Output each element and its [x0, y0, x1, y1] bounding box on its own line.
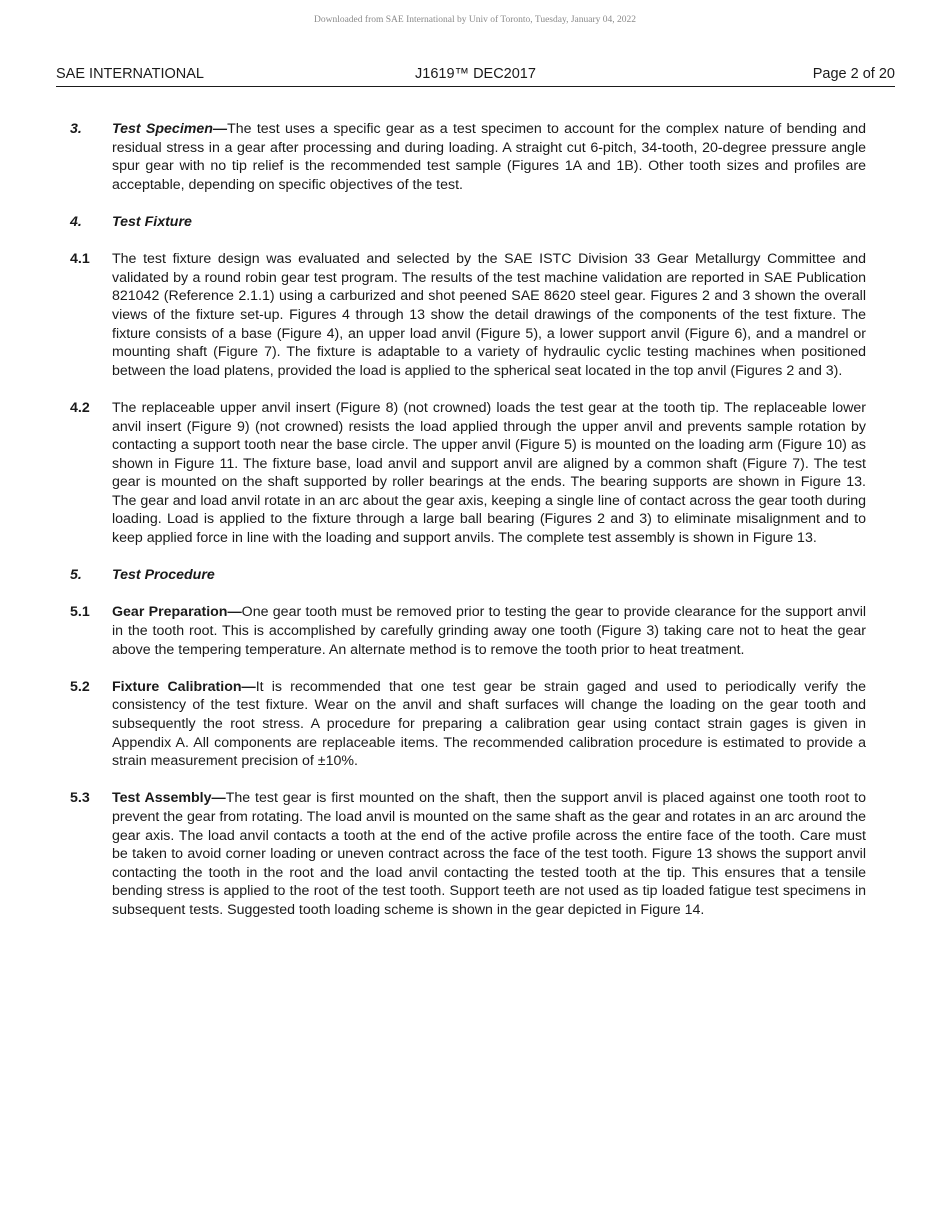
section-number: 5.1 [70, 604, 90, 621]
section-5-1-gear-preparation [70, 603, 866, 659]
section-number: 4.2 [70, 399, 90, 416]
section-title: Test Procedure [112, 567, 215, 584]
section-title: Test Assembly— [112, 790, 226, 807]
section-number: 3. [70, 121, 82, 137]
section-text: One gear tooth must be removed prior to testing the gear to provide clearance for the support anvil in the tooth root. This is accomplished by carefully grinding away one tooth (Figure 3) taking care not to heat the gear above the tempering temperature. An alternate method is to remove the tooth prior to heat treatment. [112, 604, 866, 658]
header-organization: SAE INTERNATIONAL [56, 66, 204, 82]
section-5-2-fixture-calibration [70, 678, 866, 771]
page-header [56, 66, 895, 87]
section-number: 4. [70, 213, 82, 230]
section-5-test-procedure [70, 566, 866, 585]
section-heading [112, 213, 866, 232]
section-title: Gear Preparation— [112, 604, 242, 621]
section-4-1 [70, 250, 866, 380]
section-paragraph [112, 603, 866, 659]
section-paragraph [112, 120, 866, 194]
section-paragraph [112, 250, 866, 380]
section-title: Test Specimen— [112, 121, 228, 137]
section-paragraph [112, 399, 866, 548]
section-text: It is recommended that one test gear be strain gaged and used to periodically verify the consistency of the test fixture. Wear on the anvil and shaft surfaces will change the loading on the gear tooth and subsequently the root stress. A procedure for preparing a calibration gear using contact strain gages is given in Appendix A. All components are replaceable items. The recommended calibration procedure is estimated to provide a strain measurement precision of ±10%. [112, 678, 867, 770]
section-title: Fixture Calibration— [112, 678, 256, 695]
section-paragraph [112, 678, 866, 771]
section-number: 4.1 [70, 251, 90, 268]
document-body [70, 120, 866, 938]
section-number: 5. [70, 567, 82, 584]
section-5-3-test-assembly [70, 789, 866, 919]
section-heading [112, 566, 866, 585]
section-paragraph [112, 789, 866, 919]
section-number: 5.3 [70, 790, 90, 807]
section-number: 5.2 [70, 678, 90, 695]
section-title: Test Fixture [112, 213, 192, 230]
section-text: The replaceable upper anvil insert (Figure 8) (not crowned) loads the test gear at the tooth tip. The replaceable lower anvil insert (Figure 9) (not crowned) resists the load applied through the upper anvil and prevents sample rotation by contacting a support tooth near the base circle. The upper anvil (Figure 5) is mounted on the loading arm (Figure 10) as shown in Figure 11. The fixture base, load anvil and support anvil are aligned by a common shaft (Figure 7). The test gear is mounted on the shaft supported by roller bearings at the ends. The bearing supports are shown in Figure 13. The gear and load anvil rotate in an arc about the gear axis, keeping a single line of contact across the gear tooth during loading. Load is applied to the fixture through a large ball bearing (Figures 2 and 3) to eliminate misalignment and to keep applied force in line with the loading and support anvils. The complete test assembly is shown in Figure 13. [112, 399, 866, 547]
section-text: The test gear is first mounted on the shaft, then the support anvil is placed against one tooth root to prevent the gear from rotating. The load anvil is mounted on the same shaft as the gear and rotates in an arc around the gear axis. The load anvil contacts a tooth at the end of the active profile across the entire face of the tooth. Care must be taken to avoid corner loading or uneven contract across the face of the test tooth. Figure 13 shows the support anvil contacting the tooth in the root and the load anvil contacting the tested tooth at the tip. This ensures that a tensile bending stress is applied to the root of the test tooth. Support teeth are not used as tip loaded fatigue test specimens in subsequent tests. Suggested tooth loading scheme is shown in the gear depicted in Figure 14. [112, 790, 866, 918]
section-4-test-fixture [70, 213, 866, 232]
section-3-test-specimen [70, 120, 866, 194]
section-text: The test uses a specific gear as a test specimen to account for the complex nature of bending and residual stress in a gear after processing and during loading. A straight cut 6-pitch, 34-tooth, 20-degree pressure angle spur gear with no tip relief is the recommended test sample (Figures 1A and 1B). Other tooth sizes and profiles are acceptable, depending on specific objectives of the test. [112, 121, 866, 193]
download-watermark: Downloaded from SAE International by Univ of Toronto, Tuesday, January 04, 2022 [313, 15, 637, 25]
header-document-id: J1619™ DEC2017 [415, 66, 536, 82]
section-text: The test fixture design was evaluated and selected by the SAE ISTC Division 33 Gear Metallurgy Committee and validated by a round robin gear test program. The results of the test machine validation are reported in SAE Publication 821042 (Reference 2.1.1) using a carburized and shot peened SAE 8620 steel gear. Figures 2 and 3 shown the overall views of the fixture set-up. Figures 4 through 13 show the detail drawings of the components of the test fixture. The fixture consists of a base (Figure 4), an upper load anvil (Figure 5), a lower support anvil (Figure 6), and a mandrel or mounting shaft (Figure 7). The fixture is adaptable to a variety of hydraulic cyclic testing machines when positioned between the load platens, provided the load is applied to the spherical seat located in the top anvil (Figures 2 and 3). [112, 251, 866, 379]
section-4-2 [70, 399, 866, 548]
header-page-number: Page 2 of 20 [812, 66, 895, 82]
